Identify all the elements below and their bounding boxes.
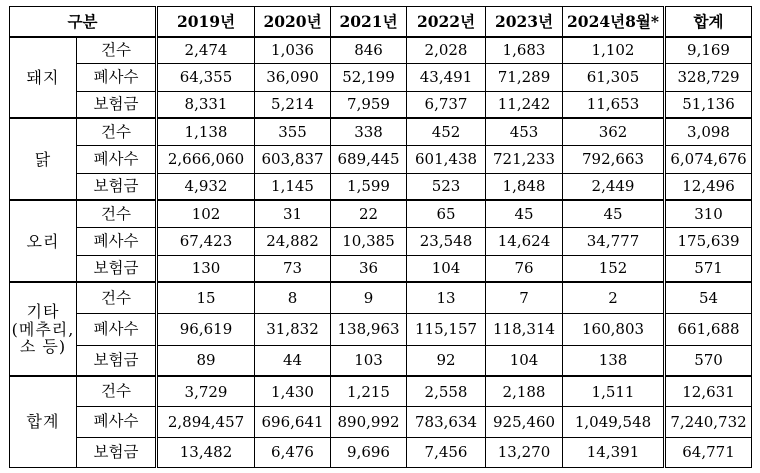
row-label: 건수	[77, 200, 157, 227]
table-row	[10, 37, 752, 64]
table-row	[10, 437, 752, 467]
cell-value: 355	[255, 118, 331, 145]
cell-value: 22	[331, 200, 407, 227]
cell-total: 3,098	[665, 118, 752, 145]
cell-value: 1,138	[157, 118, 255, 145]
cell-value: 43,491	[407, 64, 486, 91]
cell-value: 7,959	[331, 91, 407, 118]
cell-value: 104	[407, 255, 486, 282]
group-other	[10, 282, 752, 376]
cell-value: 2,666,060	[157, 146, 255, 173]
cell-value: 523	[407, 173, 486, 200]
cell-value: 783,634	[407, 407, 486, 437]
table-row	[10, 91, 752, 118]
cell-value: 1,036	[255, 37, 331, 64]
cell-total: 175,639	[665, 228, 752, 255]
cell-value: 1,511	[563, 376, 665, 406]
table-row	[10, 146, 752, 173]
cell-value: 45	[486, 200, 563, 227]
cell-value: 23,548	[407, 228, 486, 255]
cell-value: 1,145	[255, 173, 331, 200]
cell-value: 7,456	[407, 437, 486, 467]
group-total	[10, 376, 752, 467]
cell-value: 14,624	[486, 228, 563, 255]
cell-total: 328,729	[665, 64, 752, 91]
cell-value: 104	[486, 345, 563, 376]
cell-total: 51,136	[665, 91, 752, 118]
group-label: 닭	[10, 118, 77, 200]
cell-value: 44	[255, 345, 331, 376]
cell-value: 10,385	[331, 228, 407, 255]
table-row	[10, 314, 752, 345]
cell-value: 792,663	[563, 146, 665, 173]
group-label: 오리	[10, 200, 77, 282]
cell-value: 31	[255, 200, 331, 227]
cell-value: 1,848	[486, 173, 563, 200]
cell-total: 310	[665, 200, 752, 227]
row-label: 건수	[77, 376, 157, 406]
cell-value: 338	[331, 118, 407, 145]
header-year-2024-aug: 2024년8월*	[563, 7, 665, 37]
cell-total: 12,496	[665, 173, 752, 200]
cell-value: 362	[563, 118, 665, 145]
cell-value: 45	[563, 200, 665, 227]
cell-value: 76	[486, 255, 563, 282]
cell-value: 138	[563, 345, 665, 376]
cell-value: 1,599	[331, 173, 407, 200]
cell-value: 1,049,548	[563, 407, 665, 437]
cell-value: 2,449	[563, 173, 665, 200]
cell-value: 36	[331, 255, 407, 282]
table-row	[10, 407, 752, 437]
cell-value: 1,430	[255, 376, 331, 406]
cell-value: 452	[407, 118, 486, 145]
group-label-line: 기타	[26, 301, 60, 321]
cell-value: 721,233	[486, 146, 563, 173]
cell-value: 1,683	[486, 37, 563, 64]
row-label: 보험금	[77, 345, 157, 376]
cell-value: 102	[157, 200, 255, 227]
cell-value: 115,157	[407, 314, 486, 345]
table-row	[10, 173, 752, 200]
row-label: 건수	[77, 37, 157, 64]
cell-value: 15	[157, 282, 255, 313]
row-label: 보험금	[77, 173, 157, 200]
cell-value: 65	[407, 200, 486, 227]
cell-value: 1,215	[331, 376, 407, 406]
cell-value: 453	[486, 118, 563, 145]
row-label: 폐사수	[77, 314, 157, 345]
cell-value: 2,188	[486, 376, 563, 406]
cell-value: 64,355	[157, 64, 255, 91]
cell-value: 34,777	[563, 228, 665, 255]
cell-value: 130	[157, 255, 255, 282]
cell-value: 11,242	[486, 91, 563, 118]
table-row	[10, 345, 752, 376]
cell-value: 2,474	[157, 37, 255, 64]
header-row	[10, 7, 752, 37]
cell-total: 9,169	[665, 37, 752, 64]
cell-value: 8,331	[157, 91, 255, 118]
cell-value: 118,314	[486, 314, 563, 345]
header-category: 구분	[10, 7, 157, 37]
header-total: 합계	[665, 7, 752, 37]
table-row	[10, 282, 752, 313]
cell-value: 601,438	[407, 146, 486, 173]
cell-value: 6,476	[255, 437, 331, 467]
cell-value: 890,992	[331, 407, 407, 437]
table-row	[10, 118, 752, 145]
row-label: 보험금	[77, 91, 157, 118]
cell-value: 13,270	[486, 437, 563, 467]
row-label: 폐사수	[77, 228, 157, 255]
statistics-table	[9, 6, 752, 468]
group-pig	[10, 37, 752, 119]
cell-value: 2,894,457	[157, 407, 255, 437]
table-row	[10, 255, 752, 282]
row-label: 보험금	[77, 255, 157, 282]
cell-value: 2,028	[407, 37, 486, 64]
table-row	[10, 376, 752, 406]
header-year-2023: 2023년	[486, 7, 563, 37]
cell-value: 92	[407, 345, 486, 376]
cell-value: 4,932	[157, 173, 255, 200]
cell-value: 3,729	[157, 376, 255, 406]
group-label-line: (메추리,	[11, 319, 75, 339]
cell-total: 661,688	[665, 314, 752, 345]
cell-value: 11,653	[563, 91, 665, 118]
cell-value: 31,832	[255, 314, 331, 345]
cell-value: 103	[331, 345, 407, 376]
group-label: 돼지	[10, 37, 77, 119]
group-label: 합계	[10, 376, 77, 467]
group-duck	[10, 200, 752, 282]
header-year-2021: 2021년	[331, 7, 407, 37]
cell-value: 846	[331, 37, 407, 64]
cell-value: 36,090	[255, 64, 331, 91]
cell-total: 12,631	[665, 376, 752, 406]
table-row	[10, 64, 752, 91]
table-row	[10, 228, 752, 255]
header-year-2019: 2019년	[157, 7, 255, 37]
cell-value: 13,482	[157, 437, 255, 467]
cell-value: 603,837	[255, 146, 331, 173]
row-label: 건수	[77, 282, 157, 313]
row-label: 폐사수	[77, 407, 157, 437]
group-label	[10, 282, 77, 376]
cell-value: 9	[331, 282, 407, 313]
table-row	[10, 200, 752, 227]
cell-value: 2	[563, 282, 665, 313]
cell-value: 6,737	[407, 91, 486, 118]
cell-value: 2,558	[407, 376, 486, 406]
cell-total: 54	[665, 282, 752, 313]
cell-value: 73	[255, 255, 331, 282]
cell-total: 571	[665, 255, 752, 282]
cell-total: 64,771	[665, 437, 752, 467]
cell-value: 14,391	[563, 437, 665, 467]
cell-value: 7	[486, 282, 563, 313]
group-label-line: 소 등)	[19, 337, 67, 357]
cell-value: 160,803	[563, 314, 665, 345]
cell-value: 67,423	[157, 228, 255, 255]
cell-value: 689,445	[331, 146, 407, 173]
cell-total: 570	[665, 345, 752, 376]
row-label: 보험금	[77, 437, 157, 467]
cell-value: 71,289	[486, 64, 563, 91]
cell-value: 24,882	[255, 228, 331, 255]
cell-value: 89	[157, 345, 255, 376]
cell-value: 13	[407, 282, 486, 313]
row-label: 폐사수	[77, 146, 157, 173]
group-chicken	[10, 118, 752, 200]
cell-value: 5,214	[255, 91, 331, 118]
cell-value: 1,102	[563, 37, 665, 64]
cell-value: 138,963	[331, 314, 407, 345]
header-year-2020: 2020년	[255, 7, 331, 37]
header-year-2022: 2022년	[407, 7, 486, 37]
cell-total: 7,240,732	[665, 407, 752, 437]
cell-value: 696,641	[255, 407, 331, 437]
row-label: 건수	[77, 118, 157, 145]
cell-value: 96,619	[157, 314, 255, 345]
cell-value: 52,199	[331, 64, 407, 91]
cell-value: 152	[563, 255, 665, 282]
cell-value: 8	[255, 282, 331, 313]
cell-value: 9,696	[331, 437, 407, 467]
cell-value: 61,305	[563, 64, 665, 91]
cell-total: 6,074,676	[665, 146, 752, 173]
cell-value: 925,460	[486, 407, 563, 437]
row-label: 폐사수	[77, 64, 157, 91]
